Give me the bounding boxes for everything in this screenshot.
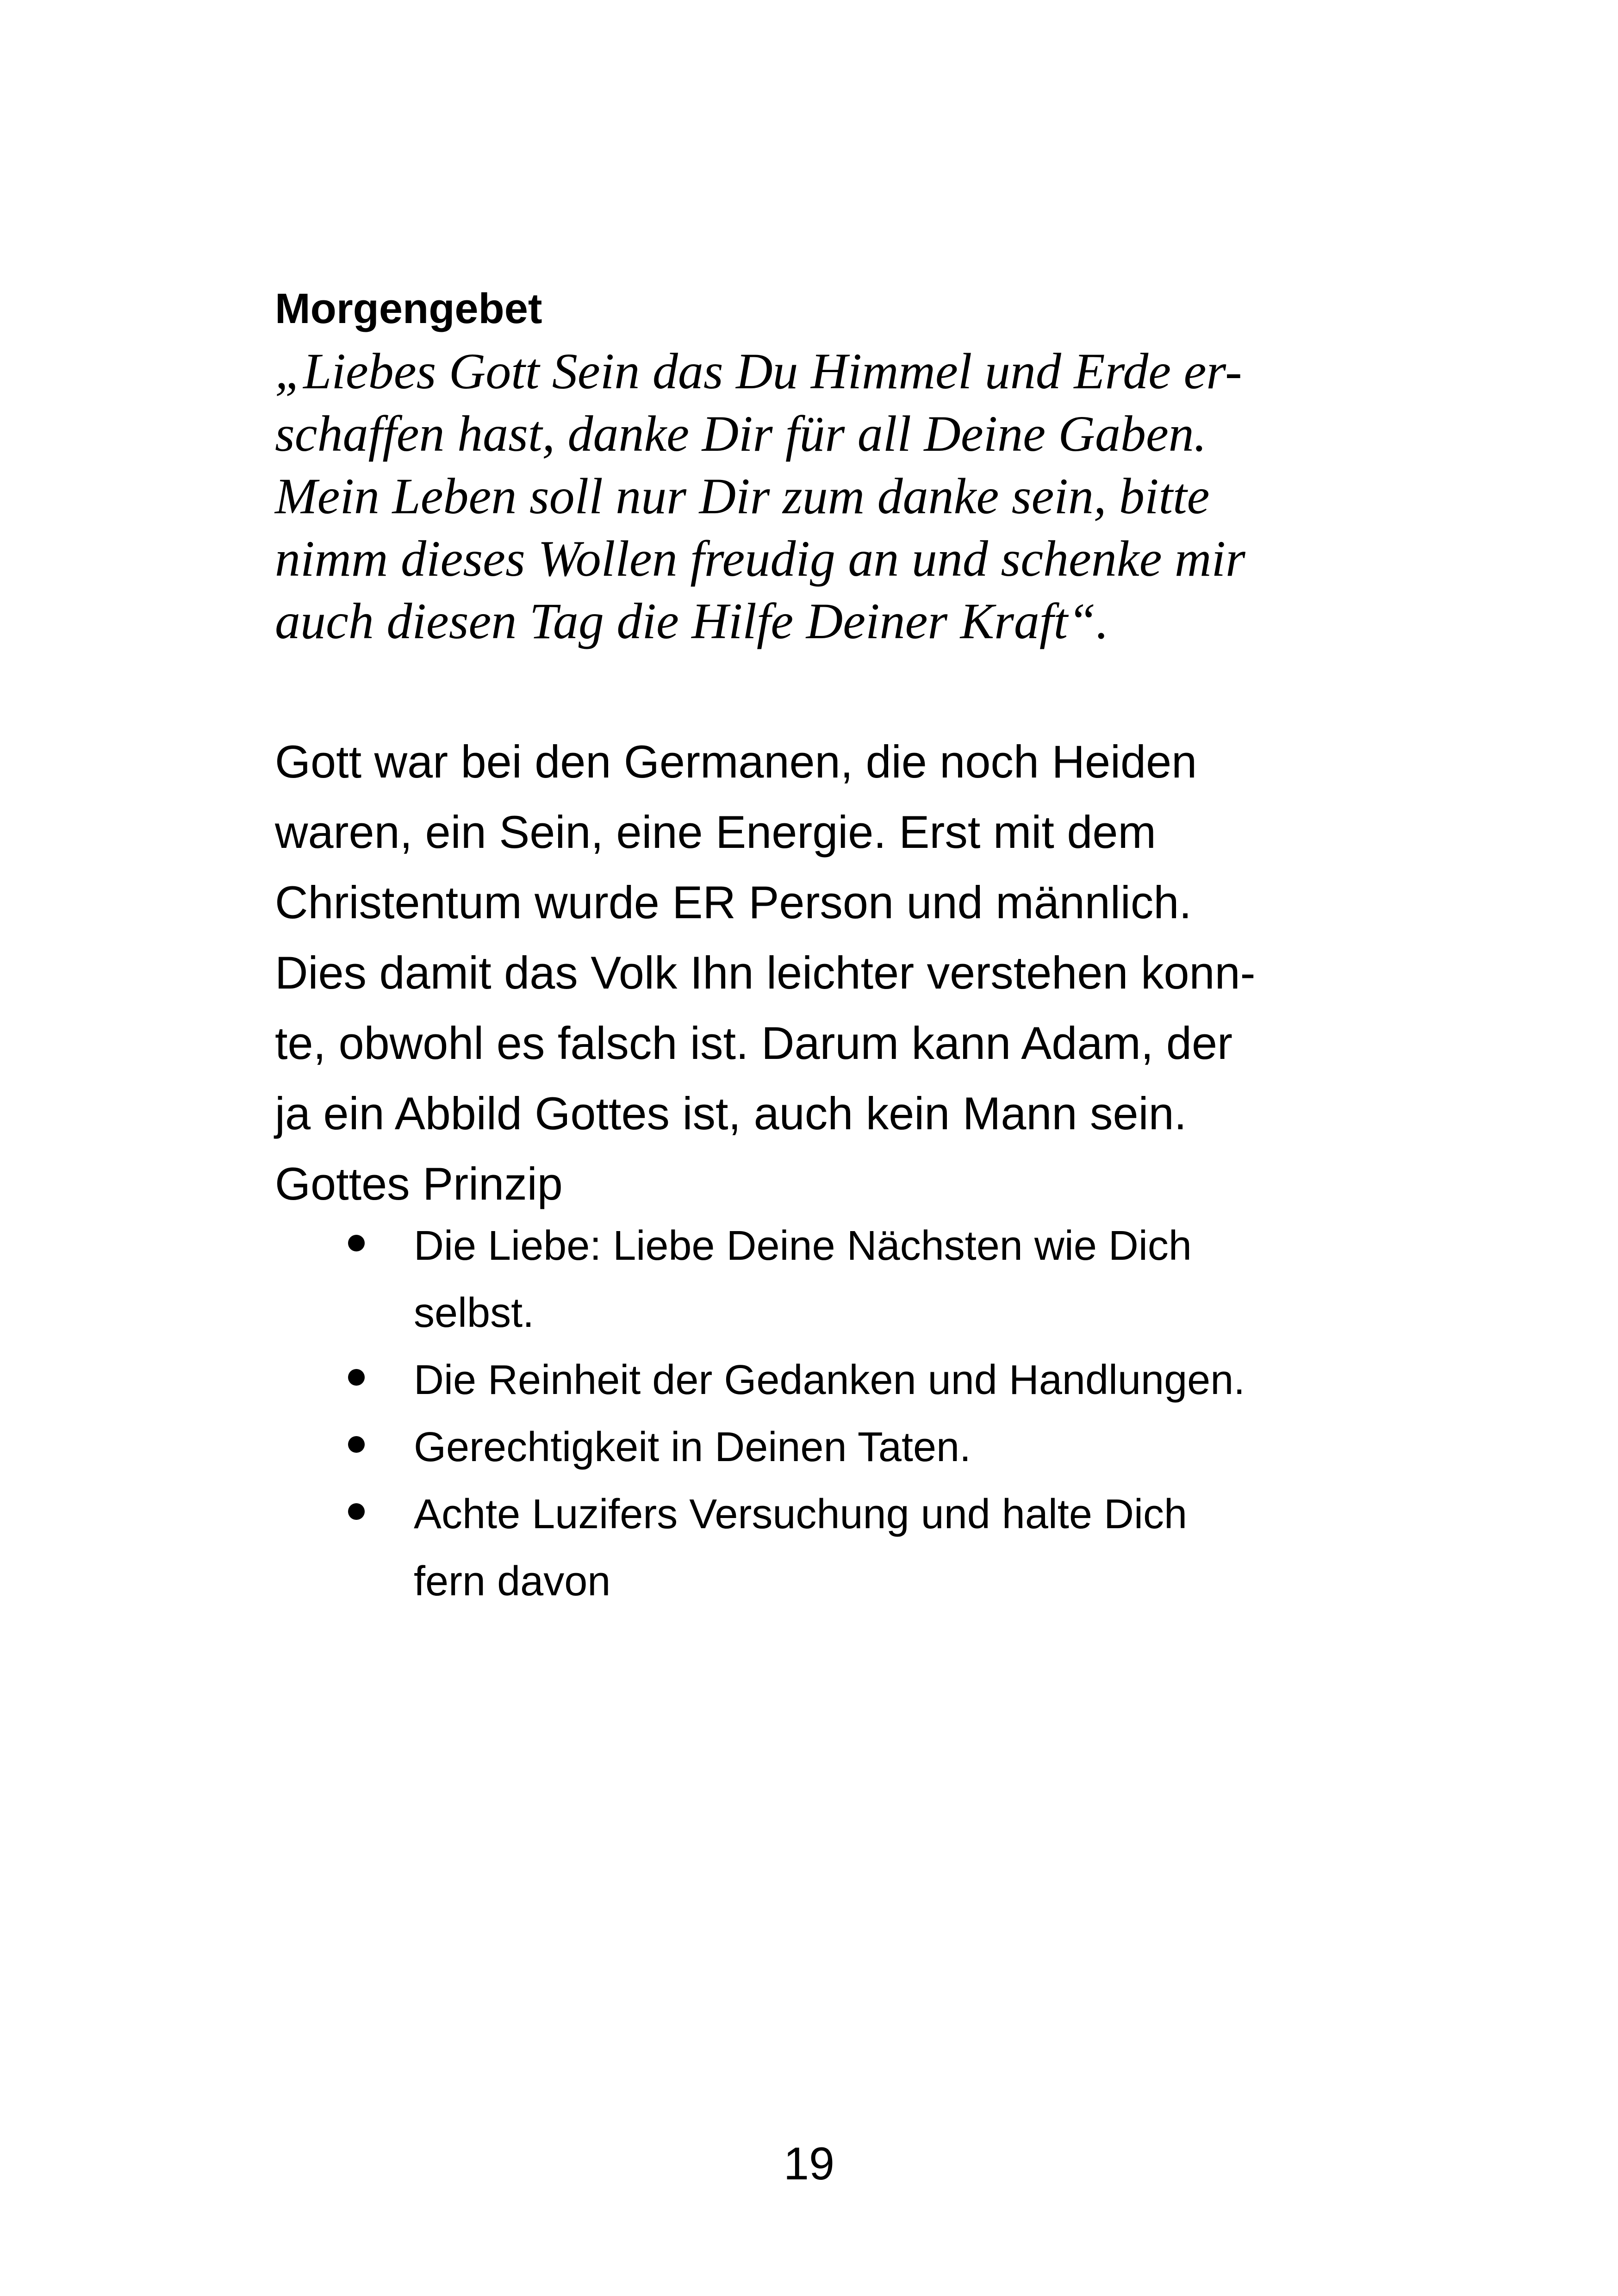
principles-list <box>275 1213 1376 1615</box>
body-line: te, obwohl es falsch ist. Darum kann Adam, der <box>275 1017 1232 1069</box>
list-item-line: Die Reinheit der Gedanken und Handlungen. <box>414 1357 1245 1403</box>
prayer-line: „Liebes Gott Sein das Du Himmel und Erde er- <box>275 343 1242 399</box>
body-line: waren, ein Sein, eine Energie. Erst mit dem <box>275 806 1156 858</box>
list-item <box>275 1414 1376 1481</box>
list-item <box>275 1213 1376 1347</box>
section-heading: Morgengebet <box>275 285 542 332</box>
page-number: 19 <box>783 2138 835 2189</box>
list-item <box>275 1481 1376 1615</box>
list-item-line: Die Liebe: Liebe Deine Nächsten wie Dich <box>414 1223 1192 1269</box>
body-line: ja ein Abbild Gottes ist, auch kein Mann sein. <box>275 1088 1187 1139</box>
prayer-quote <box>275 340 1376 653</box>
prayer-line: Mein Leben soll nur Dir zum danke sein, bitte <box>275 468 1210 524</box>
prayer-line: schaffen hast, danke Dir für all Deine Gaben. <box>275 405 1207 462</box>
list-item <box>275 1347 1376 1414</box>
list-item-line: Achte Luzifers Versuchung und halte Dich <box>414 1491 1188 1537</box>
body-paragraph <box>275 727 1256 1219</box>
prayer-line: auch diesen Tag die Hilfe Deiner Kraft“. <box>275 593 1109 649</box>
page-content <box>275 278 1376 1605</box>
bullet-icon <box>348 1235 365 1251</box>
list-item-line: Gerechtigkeit in Deinen Taten. <box>414 1424 971 1470</box>
body-line: Christentum wurde ER Person und männlich. <box>275 877 1192 928</box>
body-line: Gottes Prinzip <box>275 1158 563 1209</box>
list-item-line: selbst. <box>414 1290 535 1336</box>
list-item-line: fern davon <box>414 1558 611 1605</box>
body-line: Dies damit das Volk Ihn leichter verstehen konn- <box>275 947 1256 998</box>
body-line: Gott war bei den Germanen, die noch Heiden <box>275 736 1197 787</box>
bullet-icon <box>348 1369 365 1386</box>
bullet-icon <box>348 1503 365 1520</box>
bullet-icon <box>348 1436 365 1453</box>
prayer-line: nimm dieses Wollen freudig an und schenke mir <box>275 530 1245 587</box>
